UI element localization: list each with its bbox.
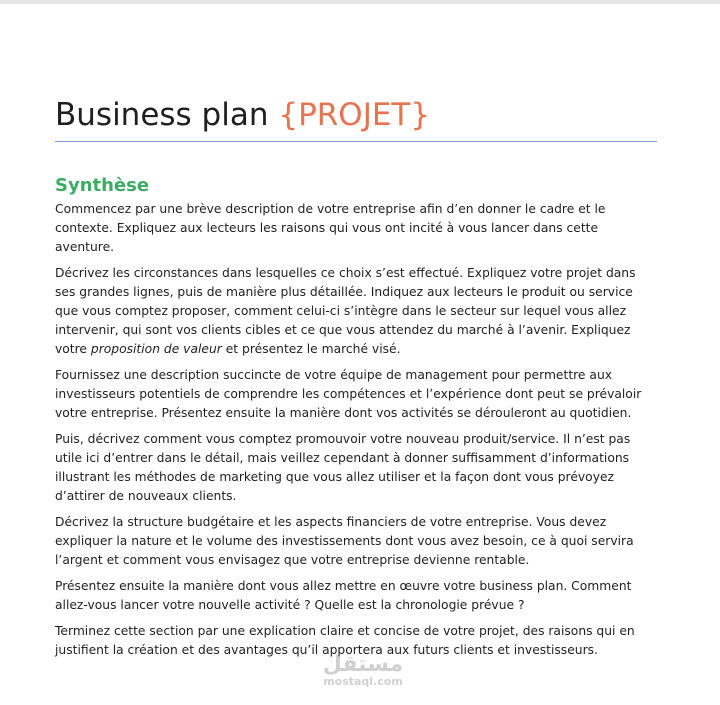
section-heading: Synthèse xyxy=(55,175,150,196)
title-accent: {PROJET} xyxy=(278,97,431,133)
paragraph-5: Décrivez la structure budgétaire et les aspects financiers de votre entreprise. Vous devez expliquer la nature et le volume des investissements dont vous avez besoin, ce à quoi servira l’argent et comment vous envisagez que votre entreprise devienne rentable. xyxy=(55,515,634,567)
watermark-text: mostaql.com xyxy=(323,675,403,688)
document-page xyxy=(55,92,657,660)
paragraph-7: Terminez cette section par une explication claire et concise de votre projet, des raisons qui en justifient la création et des avantages qu’il apportera aux futurs clients et investisseurs. xyxy=(55,624,635,657)
paragraph-2-text-after: et présentez le marché visé. xyxy=(221,342,401,356)
paragraph-3: Fournissez une description succincte de votre équipe de management pour permettre aux investisseurs potentiels de comprendre les compétences et l’expérience dont peut se prévaloir votre entreprise. Présentez ensuite la manière dont vos activités se dérouleront au quotidien. xyxy=(55,368,642,420)
paragraph-2-text-before: Décrivez les circonstances dans lesquelles ce choix s’est effectué. Expliquez votre projet dans ses grandes lignes, puis de manière plus détaillée. Indiquez aux lecteurs le produit ou service que vous comptez proposer, comment celui-ci s’intègre dans le secteur sur lequel vous allez intervenir, qui sont vos clients cibles et ce que vous attendez du marché à l’avenir. Expliquez votre xyxy=(55,266,636,356)
title-main: Business plan xyxy=(55,97,279,133)
paragraph-6: Présentez ensuite la manière dont vous allez mettre en œuvre votre business plan. Comment allez-vous lancer votre nouvelle activité ? Quelle est la chronologie prévue ? xyxy=(55,579,632,612)
paragraph-2 xyxy=(55,264,657,359)
top-bar xyxy=(0,0,720,4)
page-title xyxy=(55,92,657,138)
paragraph-2-emphasis: proposition de valeur xyxy=(90,342,222,356)
title-divider xyxy=(55,141,657,142)
watermark-logo: مستقل xyxy=(322,652,404,677)
watermark xyxy=(318,654,408,688)
paragraph-4: Puis, décrivez comment vous comptez promouvoir votre nouveau produit/service. Il n’est pas utile ici d’entrer dans le détail, mais veillez cependant à donner suffisamment d’informations illustrant les méthodes de marketing que vous allez utiliser et la façon dont vous prévoyez d’attirer de nouveaux clients. xyxy=(55,432,631,503)
paragraph-1: Commencez par une brève description de votre entreprise afin d’en donner le cadre et le contexte. Expliquez aux lecteurs les raisons qui vous ont incité à vous lancer dans cette aventure. xyxy=(55,202,606,254)
